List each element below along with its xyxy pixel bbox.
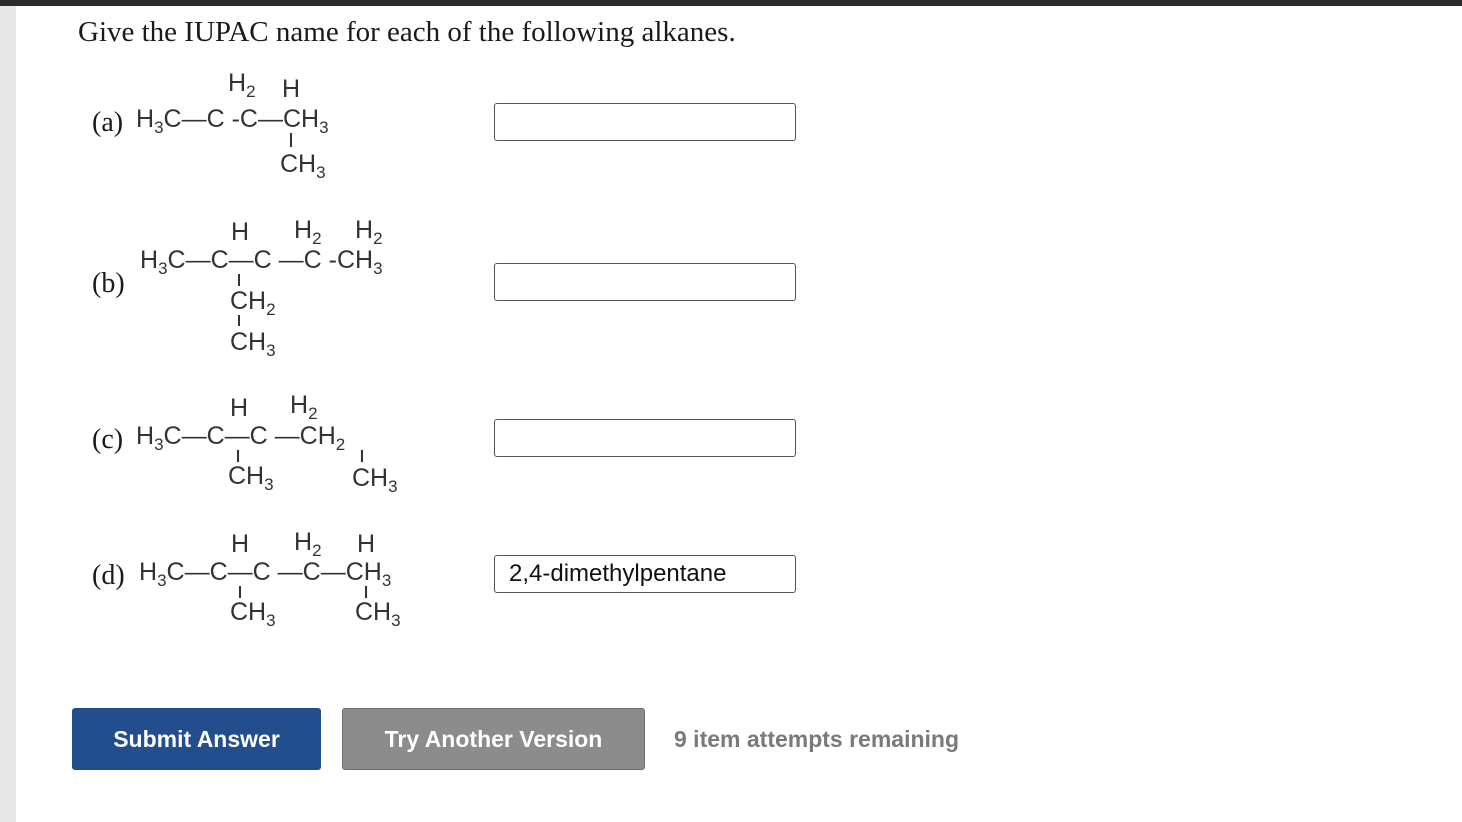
part-d-label: (d) [92, 560, 125, 591]
a-branch: $CH_3$ [280, 150, 326, 182]
a-top-h: H [282, 75, 301, 103]
d-branch1: $CH_3$ [230, 598, 276, 630]
answer-input-d[interactable] [494, 555, 796, 593]
d-branch2: $CH_3$ [355, 598, 401, 630]
answer-input-b[interactable] [494, 263, 796, 301]
b-main: $H_3C—C—C$ —C $-CH_3$ [140, 246, 383, 278]
d-top-h: H [231, 530, 250, 558]
attempts-remaining-text: 9 item attempts remaining [674, 726, 960, 752]
d-top-h2: $H_2$ [294, 528, 322, 560]
b-top-h: H [231, 218, 250, 246]
answer-input-c[interactable] [494, 419, 796, 457]
b-branch2: $CH_3$ [230, 328, 276, 360]
try-another-version-button[interactable]: Try Another Version [342, 708, 645, 770]
part-a-label: (a) [92, 107, 124, 138]
b-branch1: $CH_2$ [230, 287, 276, 319]
c-main: $H_3C—C—C$ $—CH_2$ [136, 422, 346, 454]
c-branch1: $CH_3$ [228, 462, 274, 494]
c-top-h2: $H_2$ [290, 391, 318, 423]
c-top-h: H [230, 394, 249, 422]
question-heading: Give the IUPAC name for each of the following alkanes. [78, 16, 736, 48]
b-top-h2a: $H_2$ [294, 216, 322, 248]
answer-input-a[interactable] [494, 103, 796, 141]
c-branch2: $CH_3$ [352, 464, 398, 496]
part-c-label: (c) [92, 424, 124, 455]
d-main: $H_3C—C—C$ $—C—CH_3$ [139, 558, 392, 590]
b-top-h2b: $H_2$ [355, 216, 383, 248]
d-top-h3: H [357, 530, 376, 558]
part-b-label: (b) [92, 268, 125, 299]
a-top-h2: $H_2$ [228, 69, 256, 101]
submit-answer-button[interactable]: Submit Answer [72, 708, 321, 770]
a-main: $H_3C—C$ $-C—CH_3$ [136, 105, 329, 137]
